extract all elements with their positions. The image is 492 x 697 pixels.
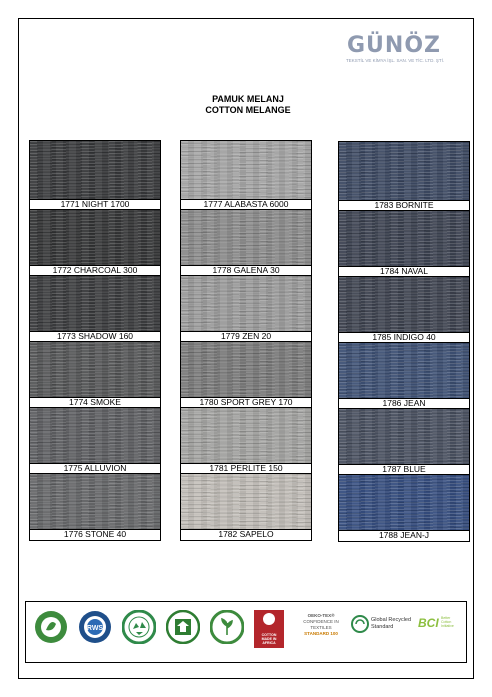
company-logo: [346, 33, 445, 64]
bci-icon: [418, 614, 460, 642]
catalog-title: [177, 94, 319, 116]
swatch-sample: [30, 141, 160, 200]
rws-icon: [78, 610, 112, 644]
swatch-card: [29, 407, 161, 475]
swatch-label: 1775 ALLUVION: [63, 463, 127, 473]
swatch-card: [29, 473, 161, 541]
title-line-turkish: PAMUK MELANJ: [212, 94, 284, 104]
grs-text: [371, 617, 411, 631]
swatch-sample: [30, 408, 160, 464]
swatch-label: 1781 PERLITE 150: [209, 463, 283, 473]
swatch-card: [338, 210, 470, 278]
cmia-line-3: AFRICA: [262, 641, 276, 645]
swatch-card: [180, 341, 312, 409]
swatch-sample: [30, 342, 160, 398]
oeko-tex-text: [298, 613, 344, 637]
swatch-card: [180, 275, 312, 343]
organic-blended-icon: [210, 610, 244, 644]
swatch-sample: [30, 210, 160, 266]
certification-bar: [25, 601, 467, 663]
recycled-claim-icon: [122, 610, 156, 644]
swatch-label: 1779 ZEN 20: [220, 331, 272, 341]
swatch-label: 1783 BORNITE: [374, 200, 434, 210]
swatch-sample: [181, 210, 311, 266]
swatch-label: 1771 NIGHT 1700: [60, 199, 130, 209]
swatch-card: [180, 140, 312, 211]
swatch-card: [338, 342, 470, 410]
cmia-line-2: MADE IN: [261, 637, 277, 641]
swatch-sample: [30, 276, 160, 332]
bci-mark: BCI: [418, 616, 439, 630]
grs-line-2: Standard: [371, 624, 394, 630]
swatch-card: [29, 275, 161, 343]
swatch-card: [338, 276, 470, 344]
swatch-sample: [339, 277, 469, 333]
swatch-label: 1787 BLUE: [382, 464, 426, 474]
global-recycled-standard-icon: [351, 612, 412, 642]
swatch-label: 1778 GALENA 30: [212, 265, 280, 275]
catalog-page: [18, 18, 474, 679]
gots-icon: [166, 610, 200, 644]
cmia-text: [254, 633, 284, 645]
swatch-label: 1786 JEAN: [382, 398, 426, 408]
swatch-label: 1772 CHARCOAL 300: [52, 265, 138, 275]
swatch-label: 1782 SAPELO: [218, 529, 274, 539]
oeko-line-3: STANDARD 100: [304, 631, 338, 636]
logo-brand: GÜNÖZ: [347, 33, 441, 58]
swatch-card: [29, 209, 161, 277]
swatch-sample: [181, 141, 311, 200]
bci-line-1: Better: [441, 616, 451, 620]
swatch-label: 1774 SMOKE: [69, 397, 121, 407]
swatch-sample: [181, 342, 311, 398]
bci-line-3: Initiative: [441, 624, 454, 628]
organic-100-icon: [34, 610, 68, 644]
swatch-sample: [339, 409, 469, 465]
swatch-label: 1777 ALABASTA 6000: [203, 199, 289, 209]
swatch-card: [29, 140, 161, 211]
swatch-sample: [181, 408, 311, 464]
swatch-card: [180, 209, 312, 277]
cotton-made-in-africa-icon: [254, 610, 284, 648]
swatch-sample: [181, 276, 311, 332]
swatch-card: [338, 141, 470, 212]
svg-text:RWS: RWS: [86, 625, 104, 632]
swatch-sample: [339, 142, 469, 201]
swatch-card: [338, 408, 470, 476]
swatch-label: 1784 NAVAL: [380, 266, 428, 276]
swatch-card: [338, 474, 470, 542]
title-line-english: COTTON MELANGE: [205, 105, 291, 115]
bci-line-2: Cotton: [441, 620, 452, 624]
swatch-sample: [181, 474, 311, 530]
swatch-card: [180, 473, 312, 541]
oeko-line-2: CONFIDENCE IN TEXTILES: [303, 619, 339, 630]
oeko-line-1: OEKO-TEX®: [307, 613, 335, 618]
swatch-sample: [339, 475, 469, 531]
swatch-label: 1785 INDIGO 40: [372, 332, 436, 342]
swatch-label: 1773 SHADOW 160: [56, 331, 134, 341]
swatch-card: [29, 341, 161, 409]
cmia-line-1: COTTON: [261, 633, 277, 637]
swatch-sample: [339, 343, 469, 399]
swatch-label: 1780 SPORT GREY 170: [199, 397, 293, 407]
oeko-tex-icon: [298, 613, 344, 643]
logo-tagline: TEKSTİL VE KİMYA İŞL. SAN. VE TİC. LTD. ŞTİ.: [346, 58, 445, 63]
swatch-label: 1788 JEAN-J: [378, 530, 430, 540]
swatch-sample: [30, 474, 160, 530]
swatch-label: 1776 STONE 40: [63, 529, 127, 539]
grs-line-1: Global Recycled: [371, 617, 412, 623]
swatch-sample: [339, 211, 469, 267]
swatch-card: [180, 407, 312, 475]
bci-text: [441, 616, 454, 628]
